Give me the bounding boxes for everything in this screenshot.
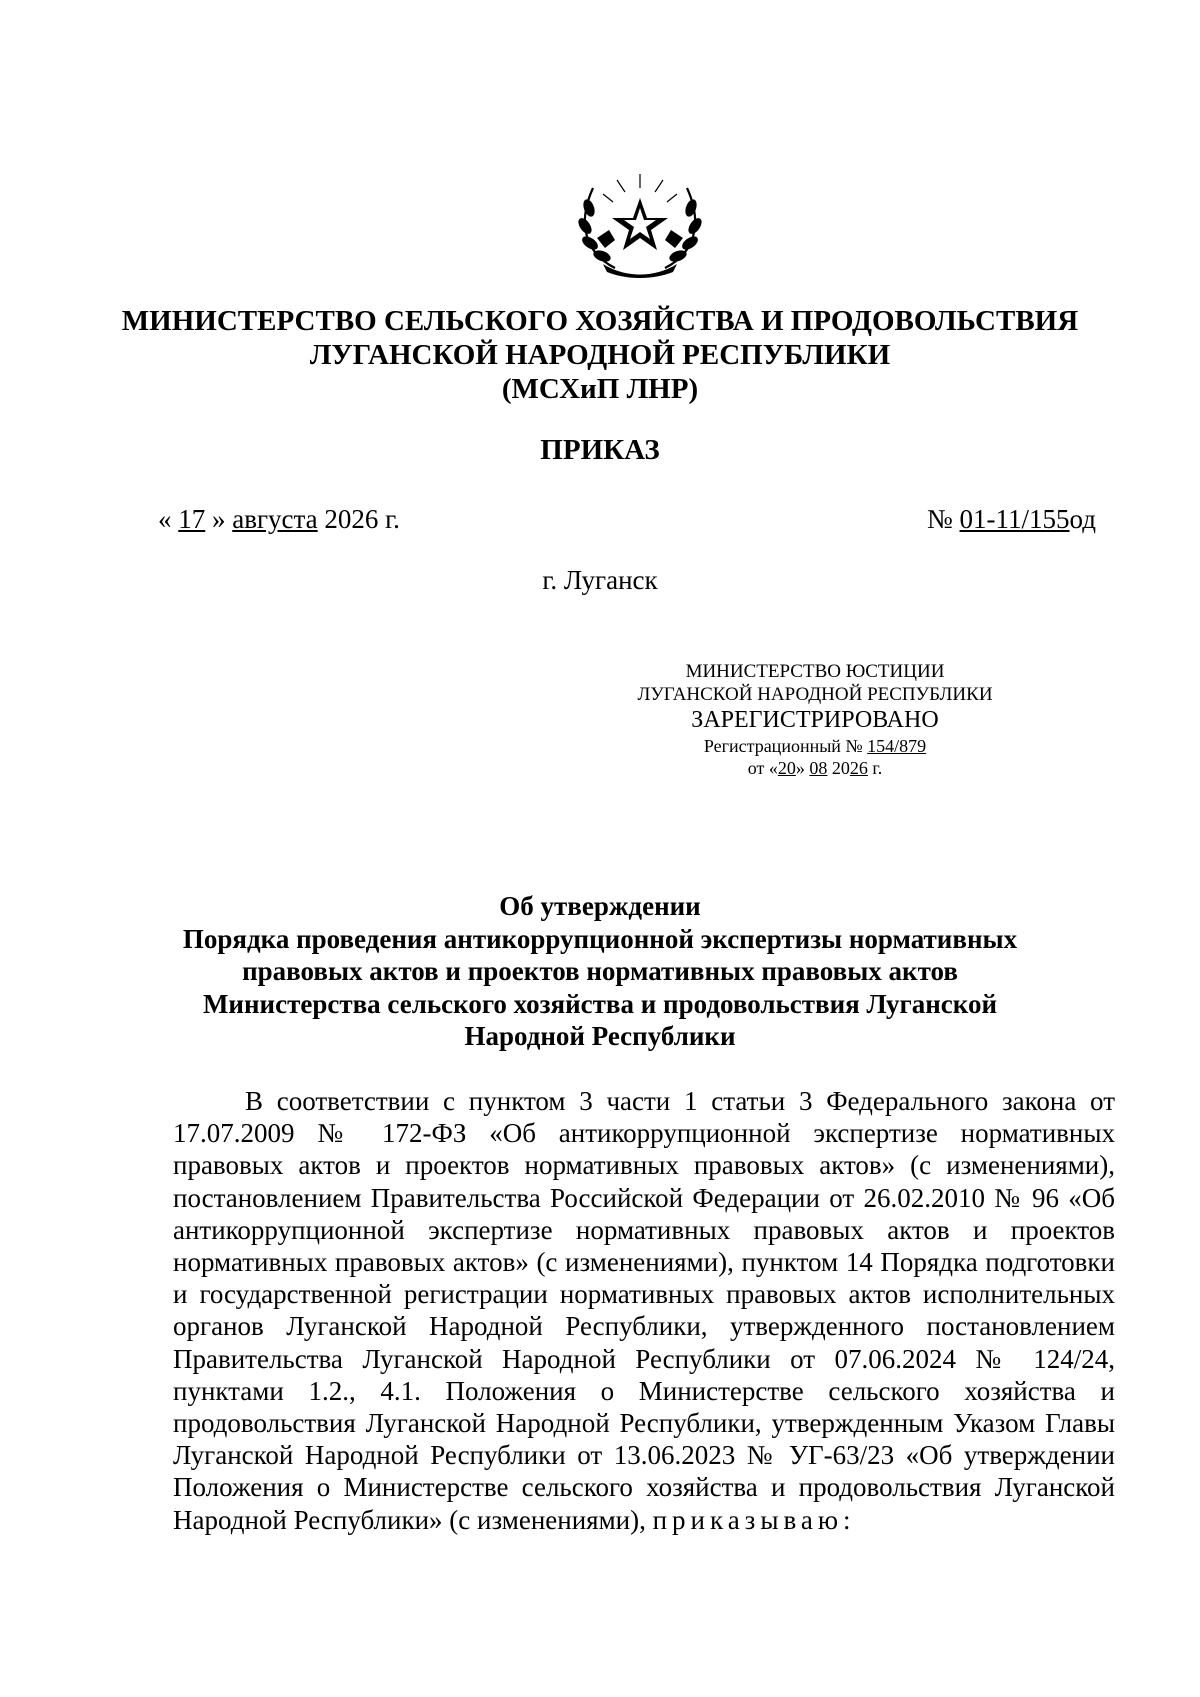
registration-stamp [590,660,1040,779]
ministry-name-line2: ЛУГАНСКОЙ НАРОДНОЙ РЕСПУБЛИКИ [309,339,891,371]
ministry-heading [100,304,1100,406]
stamp-year-suffix: г. [872,758,883,778]
ministry-name-line1: МИНИСТЕРСТВО СЕЛЬСКОГО ХОЗЯЙСТВА И ПРОДОВОЛЬСТВИЯ [121,305,1079,337]
title-line2: Порядка проведения антикоррупционной экспертизы нормативных правовых актов и проектов нормативных правовых актов Министерства сельского хозяйства и продовольствия Луганской Народной Республики [182,923,1018,1051]
state-emblem-icon [575,168,705,278]
body-text: В соответствии с пунктом 3 части 1 статьи 3 Федерального закона от 17.07.2009 № 172-ФЗ «Об антикоррупционной экспертизе нормативных правовых актов и проектов нормативных правовых актов» (с изменениями), постановлением Правительства Российской Федерации от 26.02.2010 № 96 «Об антикоррупционной экспертизе нормативных правовых актов и проектов нормативных правовых актов» (с изменениями), пунктом 14 Порядка подготовки и государственной регистрации нормативных правовых актов исполнительных органов Луганской Народной Республики, утвержденного постановлением Правительства Луганской Народной Республики от 07.06.2024 № 124/24, пунктами 1.2., 4.1. Положения о Министерстве сельского хозяйства и продовольствия Луганской Народной Республики, утвержденным Указом Главы Луганской Народной Республики от 13.06.2023 № УГ-63/23 «Об утверждении Положения о Министерстве сельского хозяйства и продовольствия Луганской Народной Республики» (с изменениями), [173,1086,1115,1535]
order-date [158,503,400,535]
number-value: 01-11/155 [959,504,1070,534]
stamp-reg-date-line [590,757,1040,779]
body-paragraph [173,1085,1115,1536]
stamp-reg-number-line [590,735,1040,757]
stamp-reg-number: 154/879 [867,736,927,756]
stamp-line1: МИНИСТЕРСТВО ЮСТИЦИИ [685,661,945,682]
date-open-quote: « [158,504,172,534]
number-suffix: од [1069,504,1096,534]
order-word: приказываю: [652,1504,856,1535]
city-name: г. Луганск [542,565,658,595]
date-year: 2026 г. [324,504,400,534]
date-day: 17 [178,504,206,534]
title-line1: Об утверждении [499,891,701,921]
stamp-close-quote: » [795,758,805,778]
order-number [927,503,1096,535]
ministry-abbreviation: (МСХиП ЛНР) [501,373,699,405]
date-month: августа [232,504,318,534]
stamp-month: 08 [809,758,828,778]
stamp-day: 20 [777,758,796,778]
number-prefix: № [927,504,953,534]
stamp-from-label: от « [747,758,778,778]
stamp-registered: ЗАРЕГИСТРИРОВАНО [691,707,939,733]
date-close-quote: » [212,504,226,534]
stamp-year-start: 20 [831,758,850,778]
stamp-year-end: 26 [849,758,868,778]
stamp-reg-label: Регистрационный № [703,736,863,756]
document-title [150,890,1050,1053]
document-type: ПРИКАЗ [540,434,660,466]
stamp-line2: ЛУГАНСКОЙ НАРОДНОЙ РЕСПУБЛИКИ [637,684,993,705]
